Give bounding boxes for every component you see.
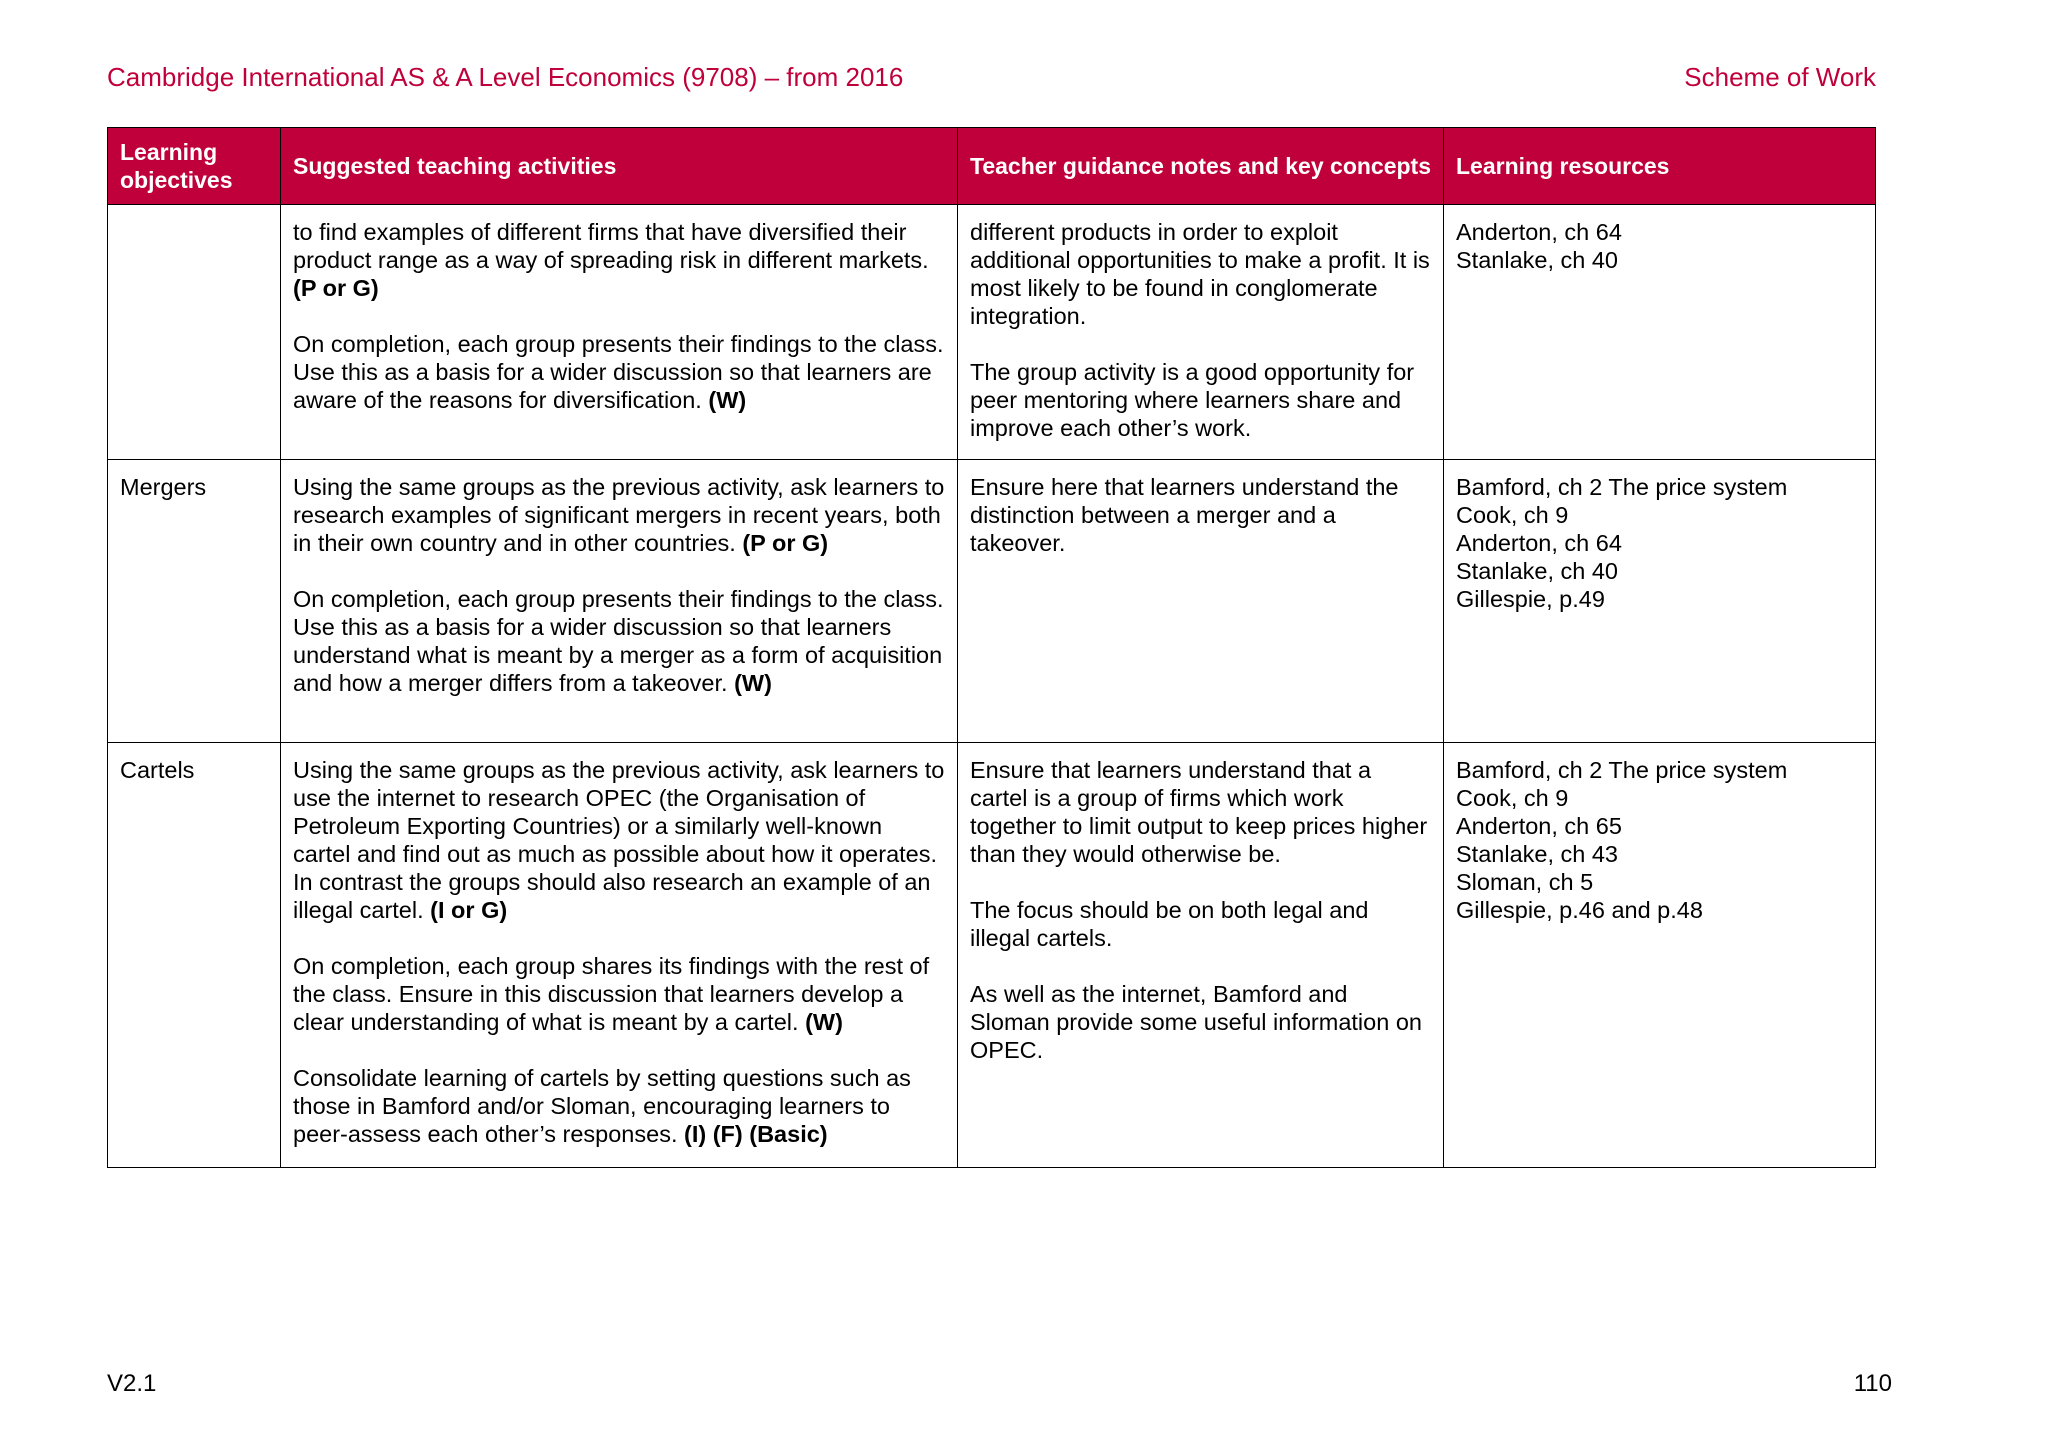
- table-row: [108, 460, 1876, 743]
- activity-paragraph: On completion, each group presents their findings to the class. Use this as a basis for a wider discussion so that learners understand what is meant by a merger as a form of acquisition and how a merger differs from a takeover. (W): [293, 586, 944, 696]
- guidance-notes-cell: [958, 460, 1444, 743]
- resource-item: Sloman, ch 5: [1456, 869, 1594, 895]
- activity-type-tag: (I or G): [430, 897, 508, 923]
- guidance-notes-cell: [958, 743, 1444, 1168]
- learning-objective-cell: [108, 205, 281, 460]
- activity-paragraph: Using the same groups as the previous activity, ask learners to use the internet to research OPEC (the Organisation of Petroleum Exporting Countries) or a similarly well-known cartel and find out as much as possible about how it operates. In contrast the groups should also research an example of an illegal cartel. (I or G): [293, 757, 945, 923]
- activity-paragraph: to find examples of different firms that have diversified their product range as a way of spreading risk in different markets. (P or G): [293, 219, 929, 301]
- guidance-paragraph: The group activity is a good opportunity for peer mentoring where learners share and improve each other’s work.: [970, 359, 1415, 441]
- activity-type-tag: (W): [734, 670, 772, 696]
- teaching-activities-cell: [281, 460, 958, 743]
- activity-type-tag: (I) (F) (Basic): [684, 1121, 828, 1147]
- guidance-paragraph: Ensure here that learners understand the distinction between a merger and a takeover.: [970, 474, 1399, 556]
- resource-item: Bamford, ch 2 The price system: [1456, 757, 1788, 783]
- resource-item: Anderton, ch 64: [1456, 219, 1622, 245]
- learning-objective-cell: Mergers: [108, 460, 281, 743]
- version-label: V2.1: [107, 1370, 157, 1397]
- guidance-paragraph: Ensure that learners understand that a cartel is a group of firms which work together to limit output to keep prices higher than they would otherwise be.: [970, 757, 1428, 867]
- table-row: [108, 205, 1876, 460]
- resource-item: Stanlake, ch 40: [1456, 247, 1618, 273]
- guidance-paragraph: The focus should be on both legal and illegal cartels.: [970, 897, 1369, 951]
- guidance-paragraph: As well as the internet, Bamford and Sloman provide some useful information on OPEC.: [970, 981, 1422, 1063]
- resource-item: Cook, ch 9: [1456, 502, 1569, 528]
- table-row: [108, 743, 1876, 1168]
- guidance-notes-cell: [958, 205, 1444, 460]
- document-type: Scheme of Work: [1684, 62, 1876, 92]
- teaching-activities-cell: [281, 743, 958, 1168]
- resource-item: Anderton, ch 65: [1456, 813, 1622, 839]
- table-header-row: [108, 128, 1876, 205]
- activity-paragraph: On completion, each group shares its findings with the rest of the class. Ensure in this discussion that learners develop a clear understanding of what is meant by a cartel. (W): [293, 953, 930, 1035]
- resource-item: Bamford, ch 2 The price system: [1456, 474, 1788, 500]
- column-header-learning-objectives: Learning objectives: [108, 128, 281, 205]
- resource-item: Gillespie, p.49: [1456, 586, 1605, 612]
- activity-type-tag: (W): [708, 387, 747, 413]
- activity-type-tag: (P or G): [293, 275, 379, 301]
- activity-paragraph: Using the same groups as the previous activity, ask learners to research examples of significant mergers in recent years, both in their own country and in other countries. (P or G): [293, 474, 945, 556]
- learning-resources-cell: [1444, 205, 1876, 460]
- resource-item: Cook, ch 9: [1456, 785, 1569, 811]
- learning-resources-cell: [1444, 743, 1876, 1168]
- column-header-teaching-activities: Suggested teaching activities: [281, 128, 958, 205]
- learning-objective-cell: Cartels: [108, 743, 281, 1168]
- activity-paragraph: Consolidate learning of cartels by setting questions such as those in Bamford and/or Sloman, encouraging learners to peer-assess each other’s responses. (I) (F) (Basic): [293, 1065, 911, 1147]
- resource-item: Gillespie, p.46 and p.48: [1456, 897, 1703, 923]
- document-title: Cambridge International AS & A Level Economics (9708) – from 2016: [107, 62, 904, 92]
- learning-resources-cell: [1444, 460, 1876, 743]
- activity-type-tag: (W): [805, 1009, 843, 1035]
- resource-item: Stanlake, ch 43: [1456, 841, 1618, 867]
- scheme-of-work-table: [107, 127, 1876, 1168]
- page-number: 110: [1853, 1370, 1892, 1397]
- resource-item: Stanlake, ch 40: [1456, 558, 1618, 584]
- column-header-learning-resources: Learning resources: [1444, 128, 1876, 205]
- resource-item: Anderton, ch 64: [1456, 530, 1622, 556]
- column-header-guidance-notes: Teacher guidance notes and key concepts: [958, 128, 1444, 205]
- teaching-activities-cell: [281, 205, 958, 460]
- activity-type-tag: (P or G): [742, 530, 829, 556]
- activity-paragraph: On completion, each group presents their findings to the class. Use this as a basis for a wider discussion so that learners are aware of the reasons for diversification. (W): [293, 331, 944, 413]
- guidance-paragraph: different products in order to exploit additional opportunities to make a profit. It is most likely to be found in conglomerate integration.: [970, 219, 1430, 329]
